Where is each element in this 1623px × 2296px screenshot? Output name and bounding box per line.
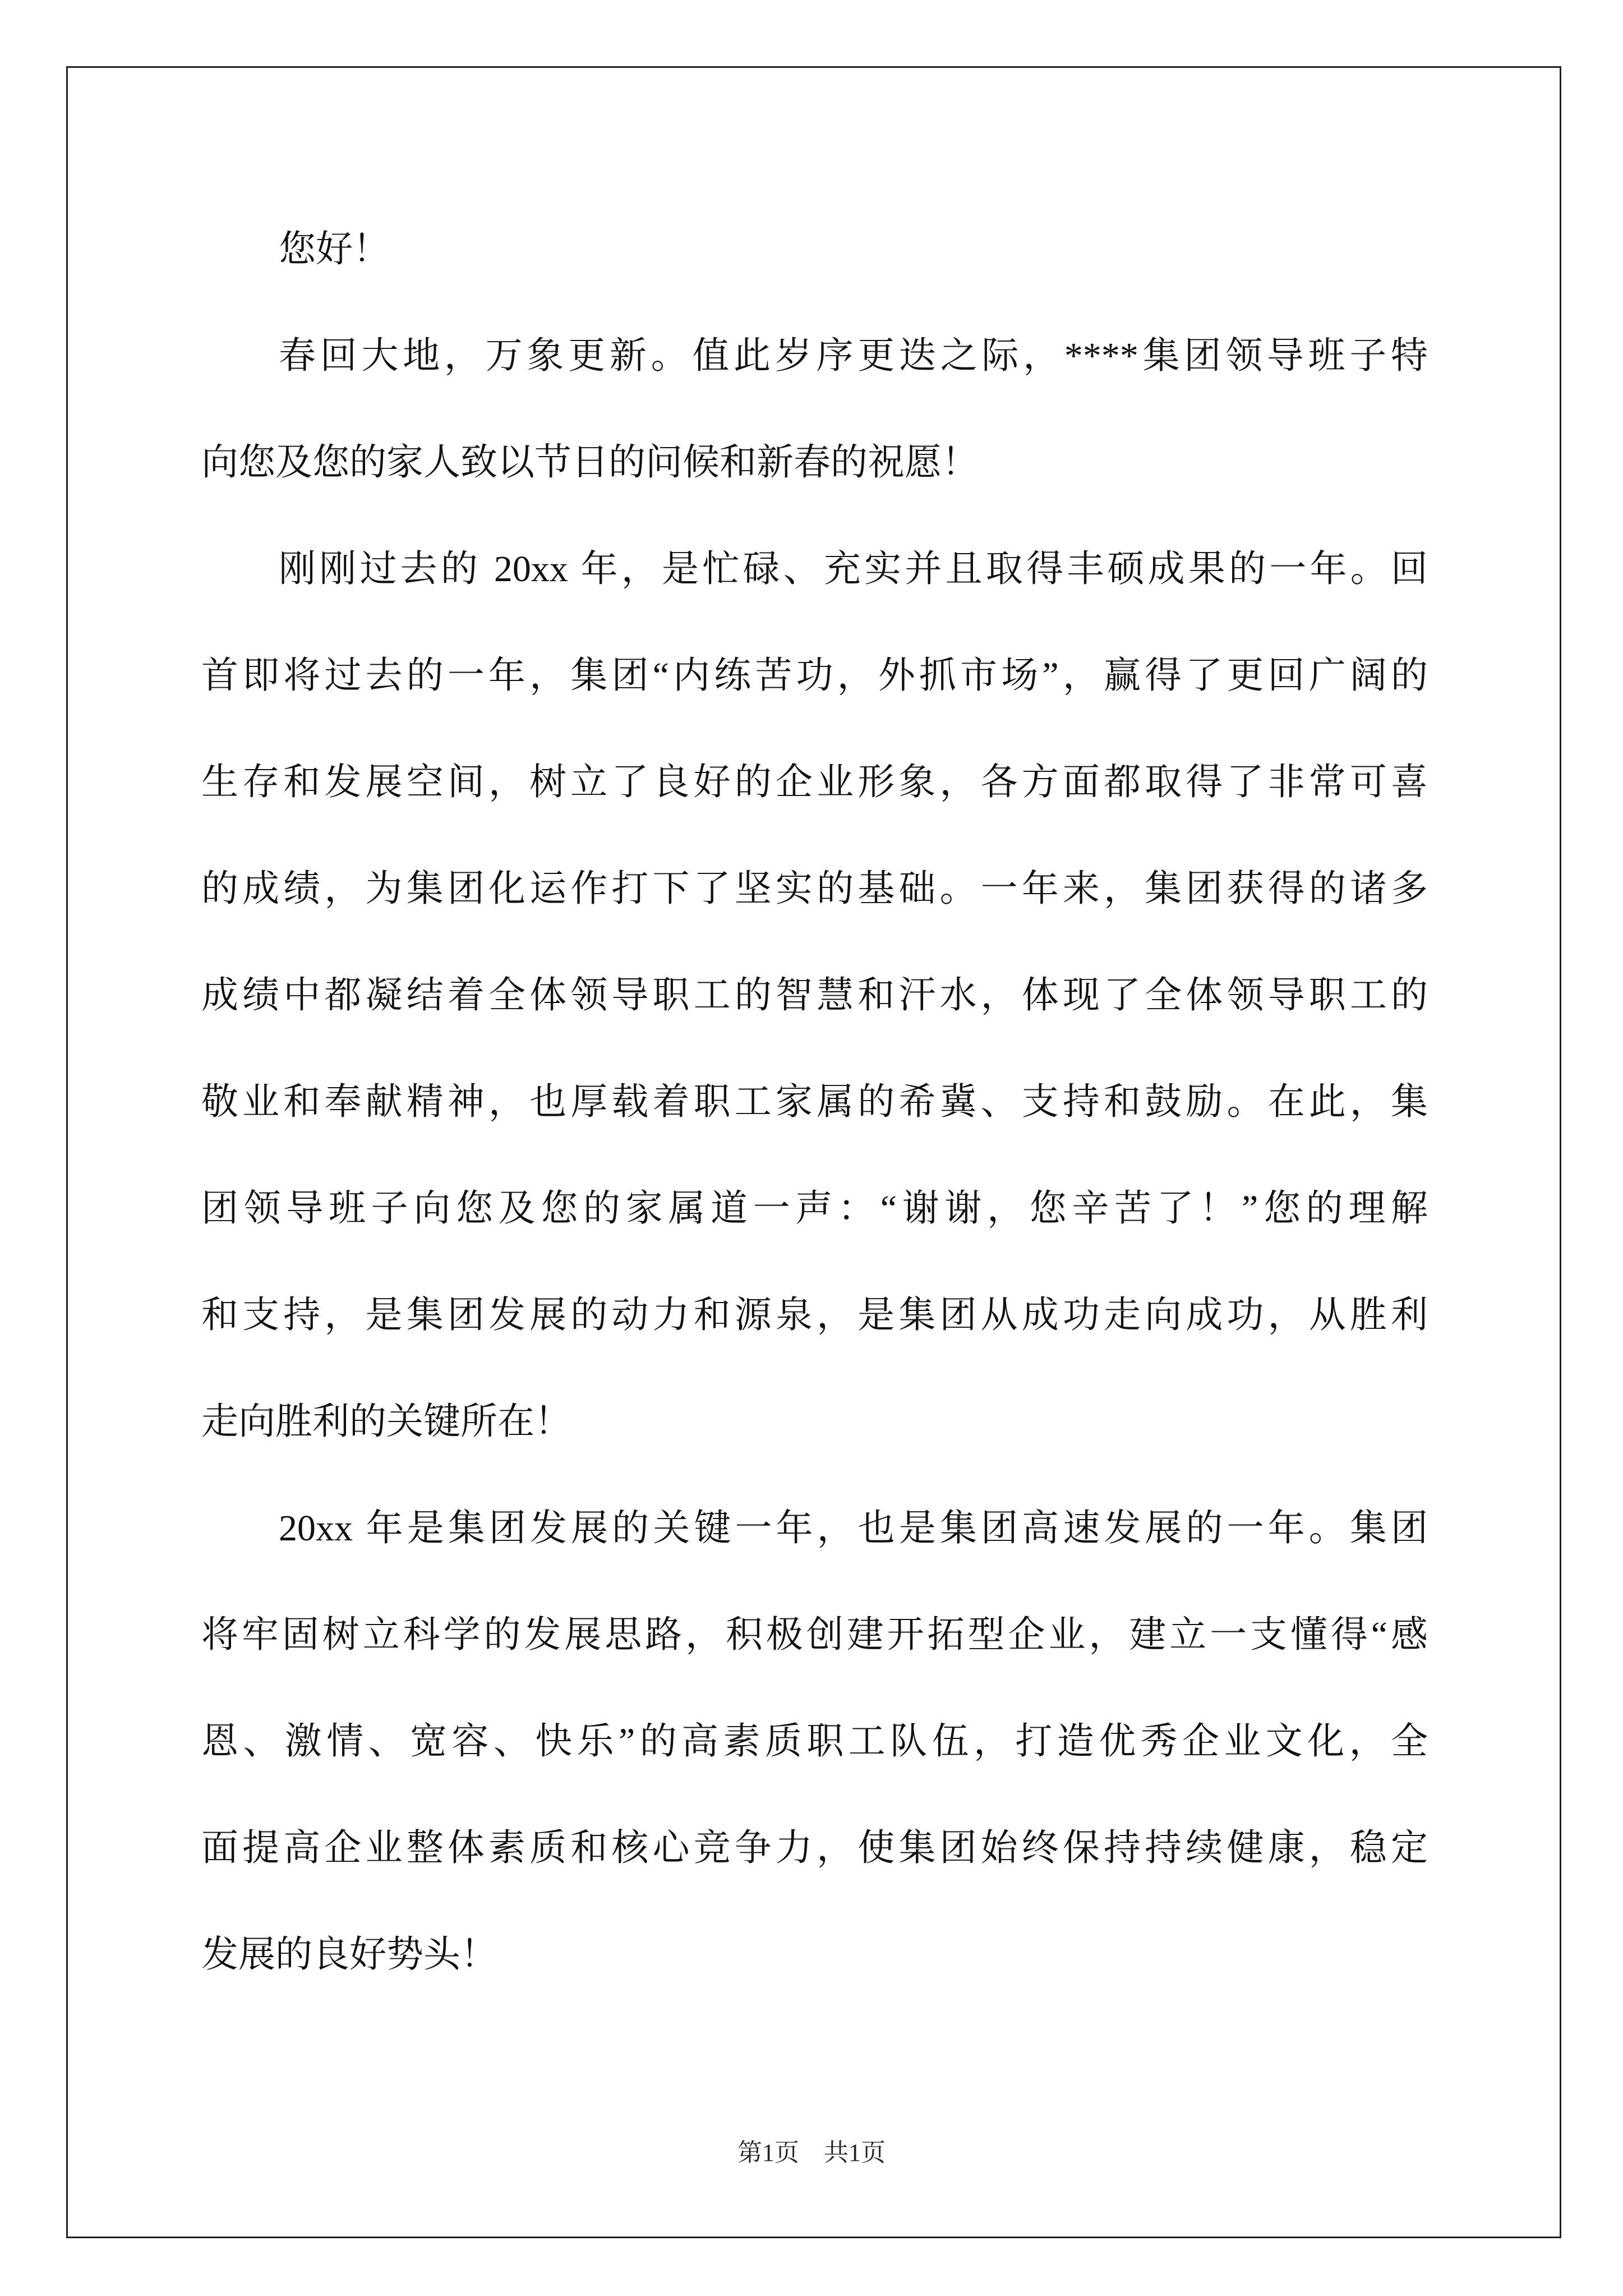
text-line: 恩、激情、宽容、快乐”的高素质职工队伍，打造优秀企业文化，全 <box>201 1721 1428 1762</box>
text-line: 成绩中都凝结着全体领导职工的智慧和汗水，体现了全体领导职工的 <box>201 975 1428 1016</box>
paragraph-greeting <box>201 196 1428 303</box>
text-line: 敬业和奉献精神，也厚载着职工家属的希冀、支持和鼓励。在此，集 <box>201 1082 1428 1122</box>
text-line: 生存和发展空间，树立了良好的企业形象，各方面都取得了非常可喜 <box>201 762 1428 803</box>
text-line: 和支持，是集团发展的动力和源泉，是集团从成功走向成功，从胜利 <box>201 1295 1428 1336</box>
paragraph <box>201 303 1428 516</box>
text-line: 发展的良好势头！ <box>201 1934 497 1975</box>
paragraph <box>201 516 1428 1475</box>
document-body <box>201 196 1428 2008</box>
text-line: 20xx 年是集团发展的关键一年，也是集团高速发展的一年。集团 <box>279 1508 1428 1549</box>
text-line: 春回大地，万象更新。值此岁序更迭之际，****集团领导班子特 <box>279 335 1428 376</box>
text-line: 走向胜利的关键所在！ <box>201 1401 571 1442</box>
paragraph <box>201 1475 1428 2008</box>
page-number-footer: 第1页 共1页 <box>737 2139 886 2166</box>
text-line: 向您及您的家人致以节日的问候和新春的祝愿！ <box>201 442 979 483</box>
text-line: 将牢固树立科学的发展思路，积极创建开拓型企业，建立一支懂得“感 <box>201 1614 1428 1655</box>
text-line: 团领导班子向您及您的家属道一声：“谢谢，您辛苦了！”您的理解 <box>201 1188 1428 1229</box>
text-line: 首即将过去的一年，集团“内练苦功，外抓市场”，赢得了更回广阔的 <box>201 655 1428 696</box>
text-line: 您好！ <box>279 229 390 270</box>
text-line: 的成绩，为集团化运作打下了坚实的基础。一年来，集团获得的诸多 <box>201 868 1428 909</box>
text-line: 面提高企业整体素质和核心竞争力，使集团始终保持持续健康，稳定 <box>201 1828 1428 1869</box>
text-line: 刚刚过去的 20xx 年，是忙碌、充实并且取得丰硕成果的一年。回 <box>279 549 1428 590</box>
